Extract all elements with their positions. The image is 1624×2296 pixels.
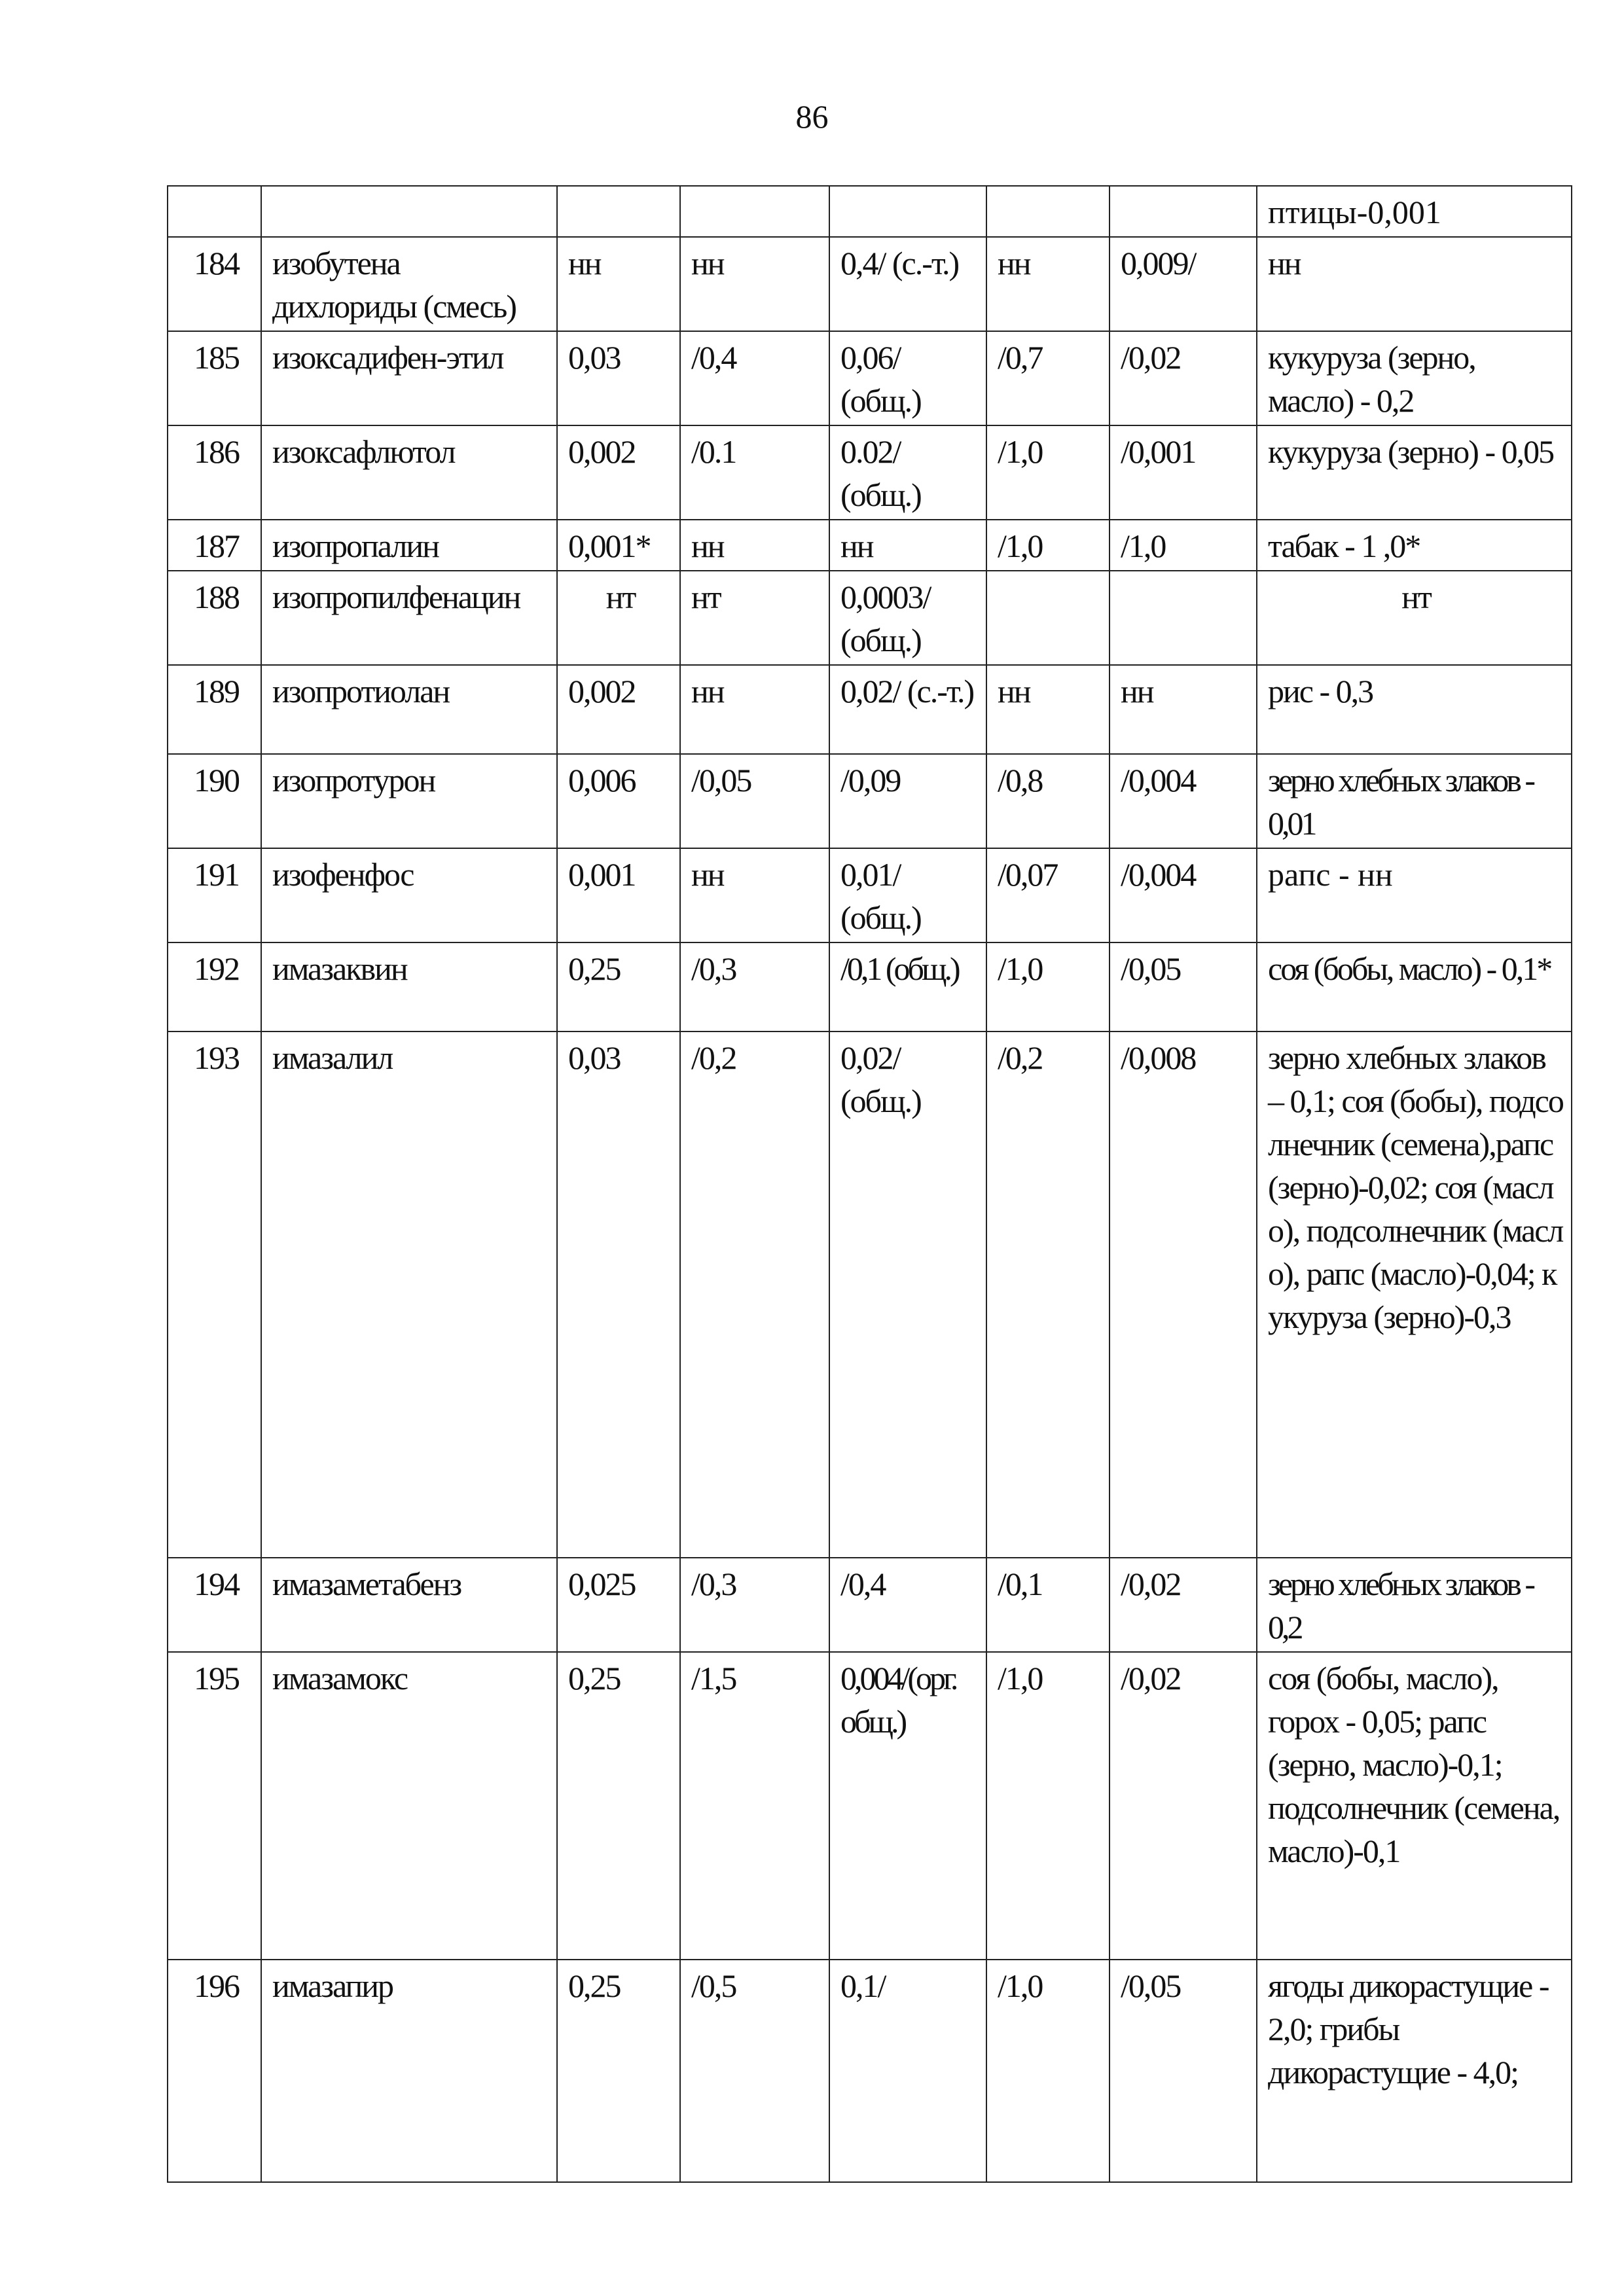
cell-name: изопротиолан [261, 665, 557, 754]
cell-value: /0,4 [829, 1558, 986, 1652]
cell-num: 185 [168, 331, 261, 425]
cell-value: 0,1/ [829, 1960, 986, 2182]
table-row [168, 1960, 1572, 2182]
cell-value: 0,25 [557, 1960, 680, 2182]
cell-value: 0,25 [557, 942, 680, 1031]
cell-name: изоксафлютол [261, 425, 557, 520]
cell-note: зерно хлебных злаков – 0,1; соя (бобы), подсолнечник (семена),рапс(зерно)-0,02; соя (масло), подсолнечник (масло), рапс (масло)-0,04; кукуруза (зерно)-0,3 [1257, 1031, 1572, 1558]
cell-value: 0,025 [557, 1558, 680, 1652]
cell-value: 0,001 [557, 848, 680, 942]
cell-note: соя (бобы, масло), горох - 0,05; рапс (зерно, масло)-0,1; подсолнечник (семена, масло)-0,1 [1257, 1652, 1572, 1960]
cell-value: нт [557, 571, 680, 665]
table-row [168, 942, 1572, 1031]
cell-value: 0,004/(орг. общ.) [829, 1652, 986, 1960]
table-row [168, 331, 1572, 425]
cell-value: 0,009/ [1110, 237, 1257, 331]
table-row [168, 520, 1572, 571]
cell-value: /0.1 [680, 425, 829, 520]
cell-value: /0,09 [829, 754, 986, 848]
table-row [168, 665, 1572, 754]
cell-name: имазалил [261, 1031, 557, 1558]
cell-note: птицы-0,001 [1257, 186, 1572, 237]
cell-value: нн [557, 237, 680, 331]
cell-num: 191 [168, 848, 261, 942]
cell-value: 0,002 [557, 425, 680, 520]
cell-value: /0,7 [986, 331, 1110, 425]
cell-note: рапс - нн [1257, 848, 1572, 942]
cell-value: /1,0 [986, 942, 1110, 1031]
cell-value: /0,2 [680, 1031, 829, 1558]
cell-name: изофенфос [261, 848, 557, 942]
cell-value: /0,1 (общ.) [829, 942, 986, 1031]
cell-num: 187 [168, 520, 261, 571]
cell-name: имазаметабенз [261, 1558, 557, 1652]
table-row [168, 1031, 1572, 1558]
cell-value: нт [680, 571, 829, 665]
cell-name: имазаквин [261, 942, 557, 1031]
cell-num: 195 [168, 1652, 261, 1960]
cell-name: изобутена дихлориды (смесь) [261, 237, 557, 331]
cell-value: нн [680, 848, 829, 942]
cell-value: /0,05 [680, 754, 829, 848]
cell-name: изоксадифен-этил [261, 331, 557, 425]
cell-value: /0,008 [1110, 1031, 1257, 1558]
cell-num: 196 [168, 1960, 261, 2182]
cell-value: /0,05 [1110, 1960, 1257, 2182]
cell-value: /0,4 [680, 331, 829, 425]
cell-value: 0,03 [557, 1031, 680, 1558]
table-row [168, 571, 1572, 665]
cell-note: зерно хлебных злаков - 0,2 [1257, 1558, 1572, 1652]
cell-name [261, 186, 557, 237]
cell-num [168, 186, 261, 237]
page-number: 86 [795, 98, 829, 135]
cell-num: 186 [168, 425, 261, 520]
cell-value: /1,0 [986, 520, 1110, 571]
cell-value: 0,02/ (общ.) [829, 1031, 986, 1558]
cell-note: табак - 1 ,0* [1257, 520, 1572, 571]
cell-name: изопропалин [261, 520, 557, 571]
cell-value: /0,02 [1110, 1652, 1257, 1960]
cell-value: 0.02/ (общ.) [829, 425, 986, 520]
cell-value: 0,006 [557, 754, 680, 848]
cell-value: /0,3 [680, 942, 829, 1031]
cell-note: нн [1257, 237, 1572, 331]
cell-num: 193 [168, 1031, 261, 1558]
cell-value: /1,0 [1110, 520, 1257, 571]
cell-value [1110, 186, 1257, 237]
cell-value: 0,002 [557, 665, 680, 754]
cell-name: имазамокс [261, 1652, 557, 1960]
table-row [168, 186, 1572, 237]
table-row [168, 237, 1572, 331]
cell-note: ягоды дикорастущие - 2,0; грибы дикорастущие - 4,0; [1257, 1960, 1572, 2182]
table-row [168, 1558, 1572, 1652]
cell-value: /0,3 [680, 1558, 829, 1652]
cell-value: нн [829, 520, 986, 571]
cell-value [557, 186, 680, 237]
cell-value: /0,5 [680, 1960, 829, 2182]
cell-value [829, 186, 986, 237]
cell-note: рис - 0,3 [1257, 665, 1572, 754]
cell-value: нн [986, 237, 1110, 331]
cell-value: нн [986, 665, 1110, 754]
cell-value: /0,2 [986, 1031, 1110, 1558]
table-row [168, 754, 1572, 848]
table-row [168, 848, 1572, 942]
cell-value: 0,06/ (общ.) [829, 331, 986, 425]
cell-value [986, 186, 1110, 237]
cell-num: 190 [168, 754, 261, 848]
cell-value: нн [680, 665, 829, 754]
cell-value: /0,02 [1110, 331, 1257, 425]
cell-note: зерно хлебных злаков - 0,01 [1257, 754, 1572, 848]
cell-value: /1,0 [986, 1652, 1110, 1960]
cell-value: 0,0003/ (общ.) [829, 571, 986, 665]
cell-name: изопропилфенацин [261, 571, 557, 665]
cell-value: /1,5 [680, 1652, 829, 1960]
cell-value: /0,07 [986, 848, 1110, 942]
cell-value: /0,001 [1110, 425, 1257, 520]
cell-note: кукуруза (зерно) - 0,05 [1257, 425, 1572, 520]
cell-num: 192 [168, 942, 261, 1031]
cell-value: 0,01/ (общ.) [829, 848, 986, 942]
cell-value: /0,02 [1110, 1558, 1257, 1652]
cell-value: /0,8 [986, 754, 1110, 848]
cell-value [1110, 571, 1257, 665]
cell-value [680, 186, 829, 237]
cell-value: 0,02/ (с.-т.) [829, 665, 986, 754]
cell-value: /1,0 [986, 1960, 1110, 2182]
table-row [168, 425, 1572, 520]
cell-value: /0,004 [1110, 754, 1257, 848]
cell-num: 194 [168, 1558, 261, 1652]
cell-value: нн [680, 520, 829, 571]
cell-value: /0,1 [986, 1558, 1110, 1652]
data-table [167, 185, 1572, 2183]
cell-note: кукуруза (зерно, масло) - 0,2 [1257, 331, 1572, 425]
cell-name: имазапир [261, 1960, 557, 2182]
cell-name: изопротурон [261, 754, 557, 848]
cell-value: 0,03 [557, 331, 680, 425]
cell-note: нт [1257, 571, 1572, 665]
cell-value: 0,25 [557, 1652, 680, 1960]
cell-value: нн [680, 237, 829, 331]
cell-value: /0,05 [1110, 942, 1257, 1031]
table-row [168, 1652, 1572, 1960]
cell-value: 0,4/ (с.-т.) [829, 237, 986, 331]
cell-value: /1,0 [986, 425, 1110, 520]
cell-note: соя (бобы, масло) - 0,1* [1257, 942, 1572, 1031]
cell-value: /0,004 [1110, 848, 1257, 942]
cell-num: 184 [168, 237, 261, 331]
cell-value: 0,001* [557, 520, 680, 571]
cell-value: нн [1110, 665, 1257, 754]
cell-num: 189 [168, 665, 261, 754]
cell-value [986, 571, 1110, 665]
cell-num: 188 [168, 571, 261, 665]
